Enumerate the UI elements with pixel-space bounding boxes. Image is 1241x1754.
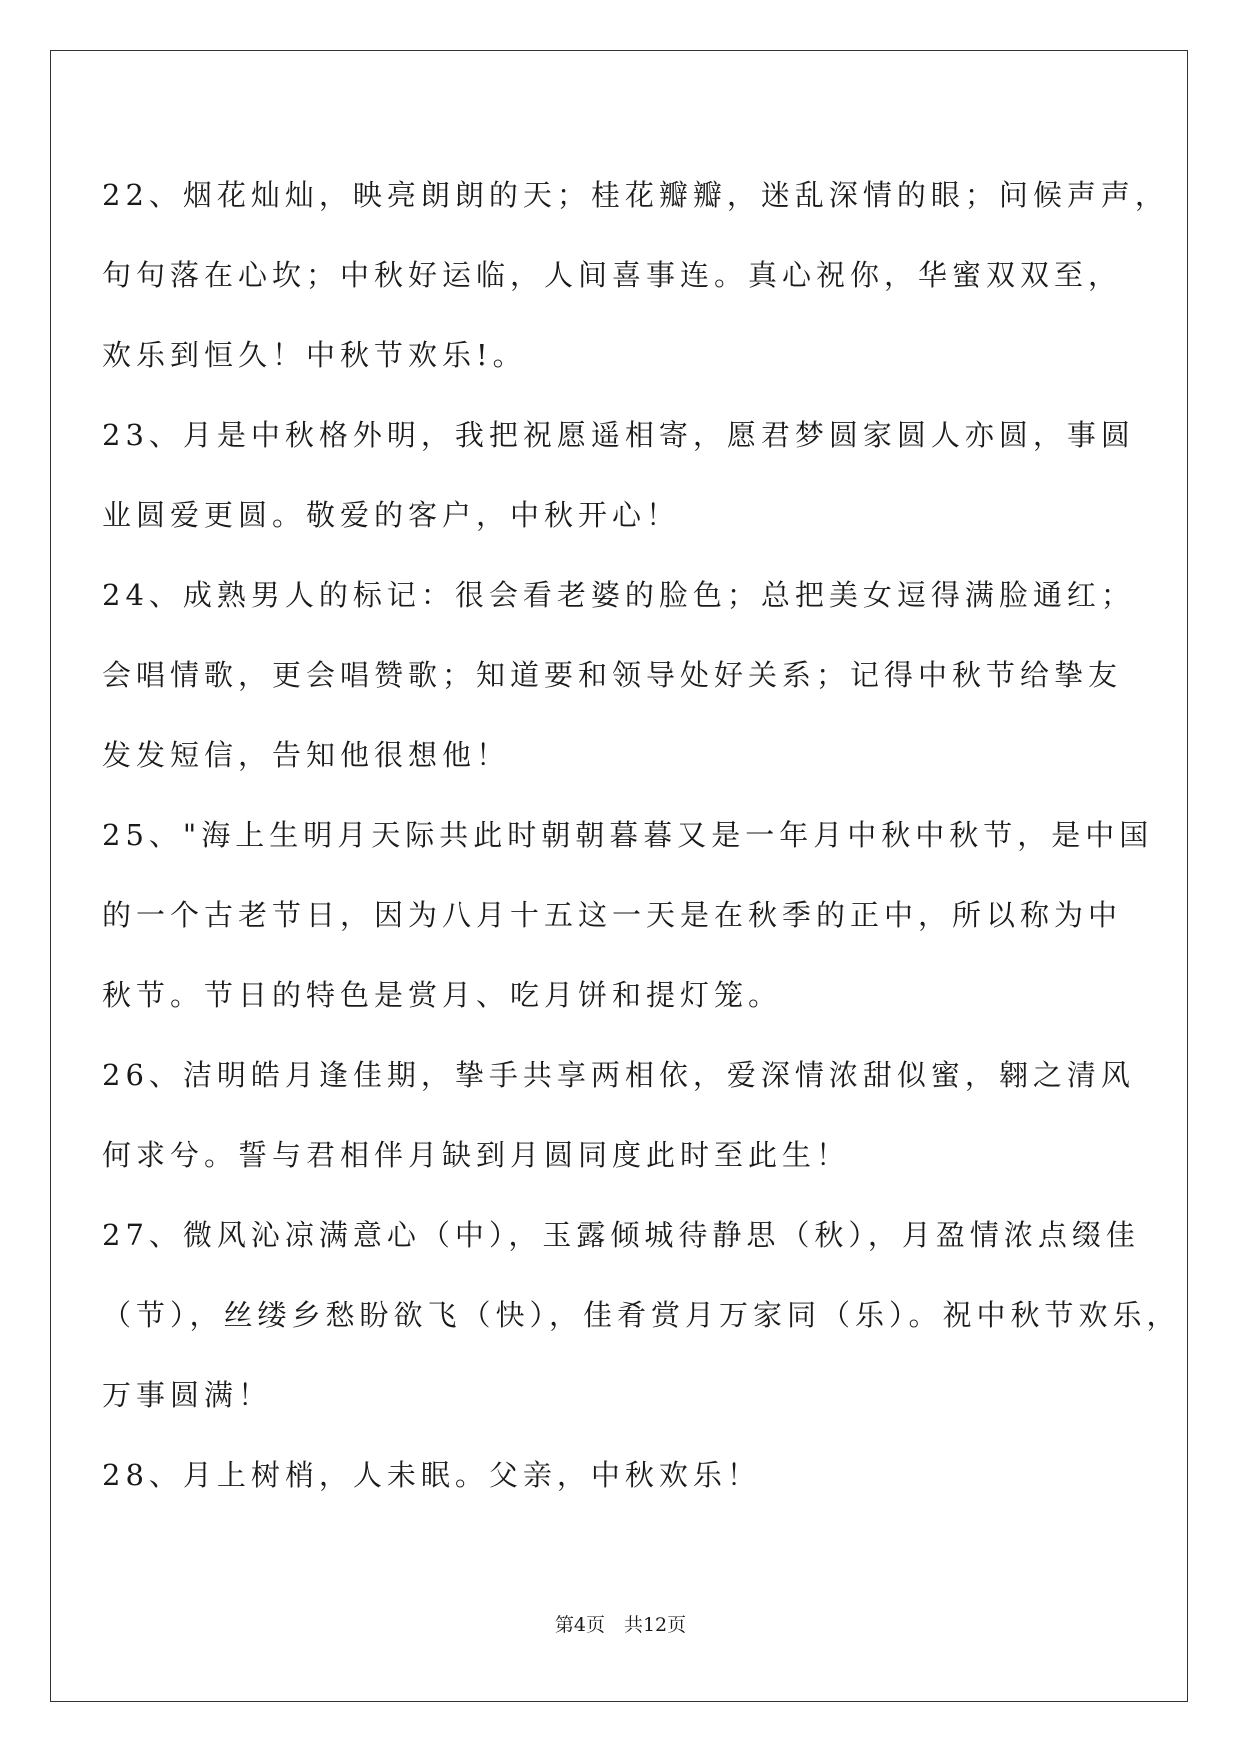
text-line: 23、月是中秋格外明，我把祝愿遥相寄，愿君梦圆家圆人亦圆，事圆 xyxy=(102,418,1135,452)
text-line: 发发短信，告知他很想他！ xyxy=(102,738,511,772)
text-line: 27、微风沁凉满意心（中），玉露倾城待静思（秋），月盈情浓点缀佳 xyxy=(102,1218,1140,1252)
page-number-footer: 第4页 共12页 xyxy=(554,1614,687,1636)
text-line: 24、成熟男人的标记：很会看老婆的脸色；总把美女逗得满脸通红； xyxy=(102,578,1135,612)
text-line: 25、"海上生明月天际共此时朝朝暮暮又是一年月中秋中秋节，是中国 xyxy=(102,818,1154,852)
text-line: 业圆爱更圆。敬爱的客户，中秋开心！ xyxy=(102,498,681,532)
text-line: 26、洁明皓月逢佳期，挚手共享两相依，爱深情浓甜似蜜，翱之清风 xyxy=(102,1058,1135,1092)
text-line: 句句落在心坎；中秋好运临，人间喜事连。真心祝你，华蜜双双至， xyxy=(102,258,1123,292)
document-body xyxy=(102,155,1181,1515)
text-line: 万事圆满！ xyxy=(102,1378,273,1412)
text-line: 会唱情歌，更会唱赞歌；知道要和领导处好关系；记得中秋节给挚友 xyxy=(102,658,1123,692)
text-line: 欢乐到恒久！中秋节欢乐!。 xyxy=(102,338,527,372)
text-line: 秋节。节日的特色是赏月、吃月饼和提灯笼。 xyxy=(102,978,783,1012)
text-line: 28、月上树梢，人未眠。父亲，中秋欢乐！ xyxy=(102,1458,761,1492)
text-line: （节），丝缕乡愁盼欲飞（快），佳肴赏月万家同（乐）。祝中秋节欢乐， xyxy=(102,1298,1181,1332)
text-line: 的一个古老节日，因为八月十五这一天是在秋季的正中，所以称为中 xyxy=(102,898,1123,932)
text-line: 何求兮。誓与君相伴月缺到月圆同度此时至此生！ xyxy=(102,1138,851,1172)
text-line: 22、烟花灿灿，映亮朗朗的天；桂花瓣瓣，迷乱深情的眼；问候声声， xyxy=(102,178,1169,212)
